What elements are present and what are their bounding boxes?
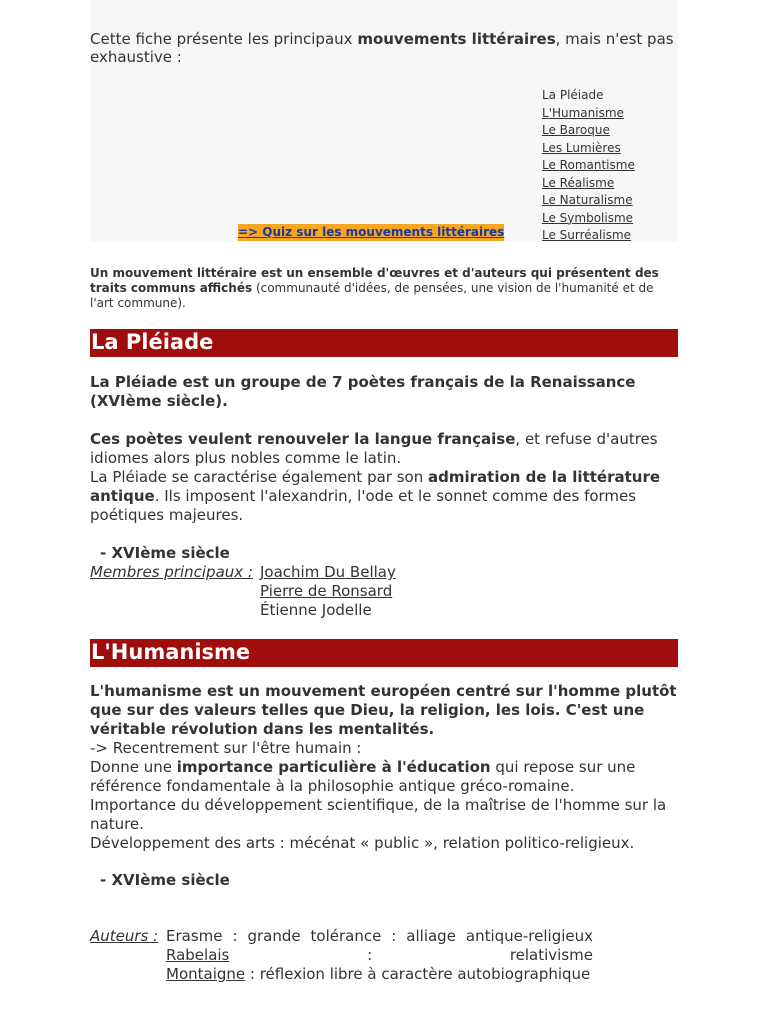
pleiade-p3-bold: admiration de la littérature antique (90, 468, 661, 505)
author-line-erasme (166, 927, 593, 946)
humanisme-l3: Importance du développement scientifique, de la maîtrise de l'homme sur la nature. (90, 796, 667, 833)
pleiade-p3-start: La Pléiade se caractérise également par son (90, 468, 428, 486)
author-link-montaigne[interactable]: Montaigne (166, 965, 246, 983)
humanisme-l2-start: Donne une (90, 758, 177, 776)
pleiade-p1: La Pléiade est un groupe de 7 poètes français de la Renaissance (XVIème siècle). (90, 373, 636, 410)
intro-text (90, 0, 678, 84)
pleiade-members (90, 563, 678, 620)
toc-link-humanisme[interactable]: L'Humanisme (542, 105, 624, 120)
page-content (90, 0, 678, 984)
authors-label: Auteurs : (90, 927, 159, 945)
humanisme-authors (90, 927, 678, 984)
member-jodelle: Étienne Jodelle (260, 601, 372, 619)
author-link-rabelais[interactable]: Rabelais (166, 946, 230, 964)
member-link-du-bellay[interactable]: Joachim Du Bellay (260, 563, 396, 581)
humanisme-p1: L'humanisme est un mouvement européen centré sur l'homme plutôt que sur des valeurs telles que Dieu, la religion, les lois. C'est une véritable révolution dans les mentalités. (90, 682, 677, 738)
section-title-humanisme: L'Humanisme (90, 639, 678, 667)
members-label: Membres principaux : (90, 563, 253, 581)
members-list (260, 563, 396, 620)
definition-bold: Un mouvement littéraire est un ensemble d'œuvres et d'auteurs qui présentent des traits communs affichés (90, 266, 659, 295)
humanisme-l1: -> Recentrement sur l'être humain : (90, 739, 362, 757)
movement-definition (90, 266, 678, 311)
author-erasme: Erasme (166, 927, 223, 945)
toc-link-surrealisme[interactable]: Le Surréalisme (542, 228, 632, 242)
intro-before: Cette fiche présente les principaux (90, 30, 358, 48)
toc-link-romantisme[interactable]: Le Romantisme (542, 158, 635, 172)
section-title-pleiade: La Pléiade (90, 329, 678, 357)
member-link-ronsard[interactable]: Pierre de Ronsard (260, 582, 393, 600)
humanisme-intro (90, 682, 678, 739)
humanisme-details (90, 739, 678, 853)
toc-item-pleiade: La Pléiade (542, 88, 604, 102)
table-of-contents (542, 87, 678, 245)
author-erasme-desc: : grande tolérance : alliage antique-religieux (222, 927, 593, 945)
definition-normal: (communauté d'idées, de pensées, une vision de l'humanité et de l'art commune). (90, 281, 654, 310)
toc-link-baroque[interactable]: Le Baroque (542, 123, 610, 137)
author-line-rabelais (166, 946, 593, 965)
toc-link-symbolisme[interactable]: Le Symbolisme (542, 210, 634, 225)
intro-bold: mouvements littéraires (357, 30, 556, 48)
pleiade-p2-bold: Ces poètes veulent renouveler la langue française (90, 430, 516, 448)
quiz-link[interactable]: => Quiz sur les mouvements littéraires (238, 225, 505, 239)
pleiade-century: - XVIème siècle (100, 544, 230, 562)
pleiade-p2-rest: , et refuse d'autres idiomes alors plus nobles comme le latin. (90, 430, 658, 467)
humanisme-l2-bold: importance particulière à l'éducation (176, 758, 491, 776)
pleiade-p3-end: . Ils imposent l'alexandrin, l'ode et le sonnet comme des formes poétiques majeures. (90, 487, 637, 524)
pleiade-paragraph (90, 430, 678, 525)
author-rabelais-desc: : relativisme (229, 946, 593, 964)
toc-link-realisme[interactable]: Le Réalisme (542, 175, 615, 190)
intro-after: , mais n'est pas exhaustive : (90, 30, 674, 66)
humanisme-century: - XVIème siècle (100, 871, 230, 889)
authors-list (166, 927, 593, 984)
toc-area (90, 84, 678, 242)
pleiade-intro (90, 373, 678, 411)
toc-link-lumieres[interactable]: Les Lumières (542, 140, 621, 155)
author-line-montaigne (166, 965, 593, 984)
toc-link-naturalisme[interactable]: Le Naturalisme (542, 193, 633, 207)
author-montaigne-desc: : réflexion libre à caractère autobiographique (245, 965, 591, 983)
humanisme-l2-end: qui repose sur une référence fondamentale à la philosophie antique gréco-romaine. (90, 758, 636, 795)
humanisme-l4: Développement des arts : mécénat « public », relation politico-religieux. (90, 834, 635, 852)
